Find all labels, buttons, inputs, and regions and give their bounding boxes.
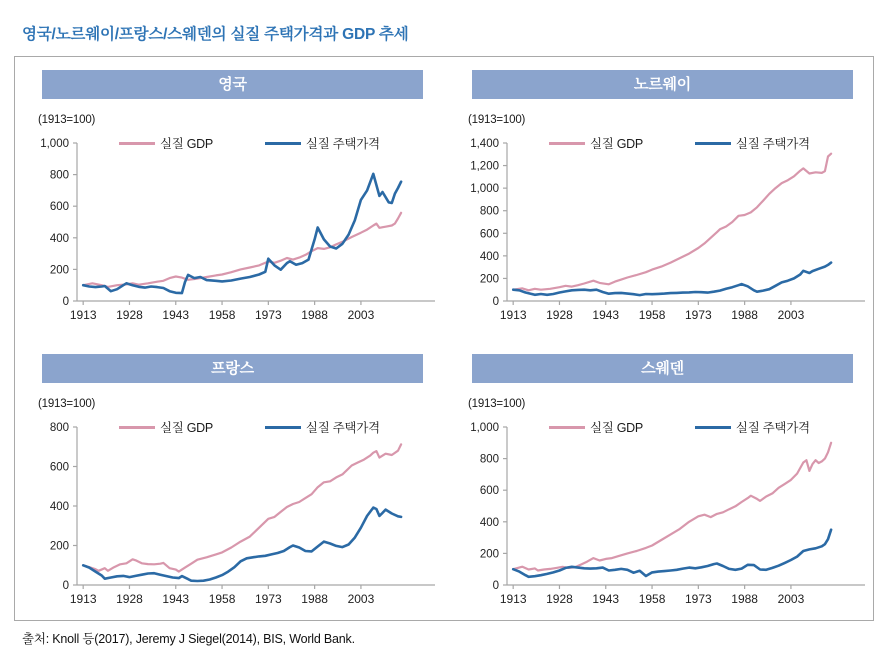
svg-text:1,400: 1,400 — [470, 138, 499, 150]
legend-label-house: 실질 주택가격 — [735, 421, 810, 435]
plot-area — [15, 127, 445, 337]
svg-text:0: 0 — [492, 580, 499, 592]
svg-text:200: 200 — [479, 273, 499, 286]
svg-text:1988: 1988 — [731, 592, 758, 606]
svg-text:800: 800 — [479, 205, 499, 218]
svg-text:1913: 1913 — [69, 592, 97, 606]
legend-item-gdp — [119, 134, 213, 152]
index-base-note: (1913=100) — [468, 114, 526, 126]
panel-title-sweden: 스웨덴 — [472, 354, 853, 383]
svg-text:1,000: 1,000 — [40, 138, 69, 150]
svg-text:2003: 2003 — [347, 308, 375, 322]
svg-text:400: 400 — [49, 501, 69, 513]
svg-text:1913: 1913 — [499, 308, 527, 322]
svg-text:1973: 1973 — [684, 308, 712, 322]
svg-text:200: 200 — [49, 540, 69, 553]
svg-text:800: 800 — [479, 453, 499, 466]
svg-text:0: 0 — [62, 580, 69, 592]
svg-text:200: 200 — [49, 264, 69, 277]
svg-text:1973: 1973 — [254, 308, 282, 322]
line-chart-norway — [445, 127, 875, 337]
chart-panel-norway — [445, 57, 875, 337]
gdp-line-swatch — [119, 142, 155, 145]
svg-text:800: 800 — [49, 169, 69, 182]
chart-panel-france — [15, 337, 445, 621]
svg-text:1958: 1958 — [208, 592, 236, 606]
house-line-swatch — [265, 426, 301, 429]
svg-text:1988: 1988 — [301, 592, 328, 606]
svg-text:1943: 1943 — [162, 592, 190, 606]
legend-item-house — [695, 418, 810, 436]
line-chart-france — [15, 411, 445, 621]
svg-text:200: 200 — [479, 548, 499, 561]
house-line-swatch — [695, 142, 731, 145]
svg-text:0: 0 — [62, 296, 69, 308]
svg-text:1973: 1973 — [254, 592, 282, 606]
legend-label-gdp: 실질 GDP — [160, 137, 213, 151]
svg-text:1928: 1928 — [116, 592, 143, 606]
index-base-note: (1913=100) — [468, 398, 526, 410]
line-chart-uk — [15, 127, 445, 337]
legend-item-gdp — [119, 418, 213, 436]
svg-text:1943: 1943 — [592, 592, 620, 606]
svg-text:400: 400 — [49, 232, 69, 245]
svg-text:2003: 2003 — [777, 308, 805, 322]
house-line-swatch — [265, 142, 301, 145]
svg-text:1988: 1988 — [301, 308, 328, 322]
plot-area — [15, 411, 445, 621]
source-note: 출처: Knoll 등(2017), Jeremy J Siegel(2014), BIS, World Bank. — [22, 632, 355, 646]
svg-text:1958: 1958 — [208, 308, 236, 322]
svg-text:1958: 1958 — [638, 308, 666, 322]
svg-text:1988: 1988 — [731, 308, 758, 322]
index-base-note: (1913=100) — [38, 398, 96, 410]
legend-label-house: 실질 주택가격 — [735, 137, 810, 151]
svg-text:1928: 1928 — [116, 308, 143, 322]
svg-text:800: 800 — [49, 422, 69, 434]
chart-legend — [119, 134, 380, 152]
legend-label-gdp: 실질 GDP — [590, 421, 643, 435]
legend-item-gdp — [549, 418, 643, 436]
svg-text:1943: 1943 — [592, 308, 620, 322]
gdp-line-swatch — [549, 426, 585, 429]
svg-text:400: 400 — [479, 516, 499, 529]
index-base-note: (1913=100) — [38, 114, 96, 126]
svg-text:1913: 1913 — [69, 308, 97, 322]
page-title: 영국/노르웨이/프랑스/스웨덴의 실질 주택가격과 GDP 추세 — [22, 26, 409, 43]
svg-text:600: 600 — [479, 485, 499, 498]
chart-panel-sweden — [445, 337, 875, 621]
svg-text:600: 600 — [49, 461, 69, 474]
gdp-line-swatch — [549, 142, 585, 145]
panel-title-uk: 영국 — [42, 70, 423, 99]
legend-item-house — [695, 134, 810, 152]
legend-label-house: 실질 주택가격 — [305, 137, 380, 151]
svg-text:1,000: 1,000 — [470, 422, 499, 434]
svg-text:1928: 1928 — [546, 308, 573, 322]
chart-panel-uk — [15, 57, 445, 337]
svg-text:1928: 1928 — [546, 592, 573, 606]
svg-text:400: 400 — [479, 250, 499, 263]
svg-text:0: 0 — [492, 296, 499, 308]
svg-text:1913: 1913 — [499, 592, 527, 606]
legend-item-gdp — [549, 134, 643, 152]
line-chart-sweden — [445, 411, 875, 621]
chart-legend — [549, 418, 810, 436]
legend-item-house — [265, 418, 380, 436]
chart-legend — [119, 418, 380, 436]
panel-title-norway: 노르웨이 — [472, 70, 853, 99]
legend-label-gdp: 실질 GDP — [590, 137, 643, 151]
svg-text:600: 600 — [479, 228, 499, 241]
gdp-line-swatch — [119, 426, 155, 429]
svg-text:2003: 2003 — [777, 592, 805, 606]
svg-text:1958: 1958 — [638, 592, 666, 606]
svg-text:600: 600 — [49, 201, 69, 214]
legend-label-gdp: 실질 GDP — [160, 421, 213, 435]
charts-figure-box — [14, 56, 874, 621]
svg-text:1,000: 1,000 — [470, 183, 499, 196]
svg-text:1973: 1973 — [684, 592, 712, 606]
legend-label-house: 실질 주택가격 — [305, 421, 380, 435]
house-line-swatch — [695, 426, 731, 429]
svg-text:2003: 2003 — [347, 592, 375, 606]
svg-text:1943: 1943 — [162, 308, 190, 322]
svg-text:1,200: 1,200 — [470, 160, 499, 173]
plot-area — [445, 411, 875, 621]
panel-title-france: 프랑스 — [42, 354, 423, 383]
plot-area — [445, 127, 875, 337]
legend-item-house — [265, 134, 380, 152]
chart-legend — [549, 134, 810, 152]
